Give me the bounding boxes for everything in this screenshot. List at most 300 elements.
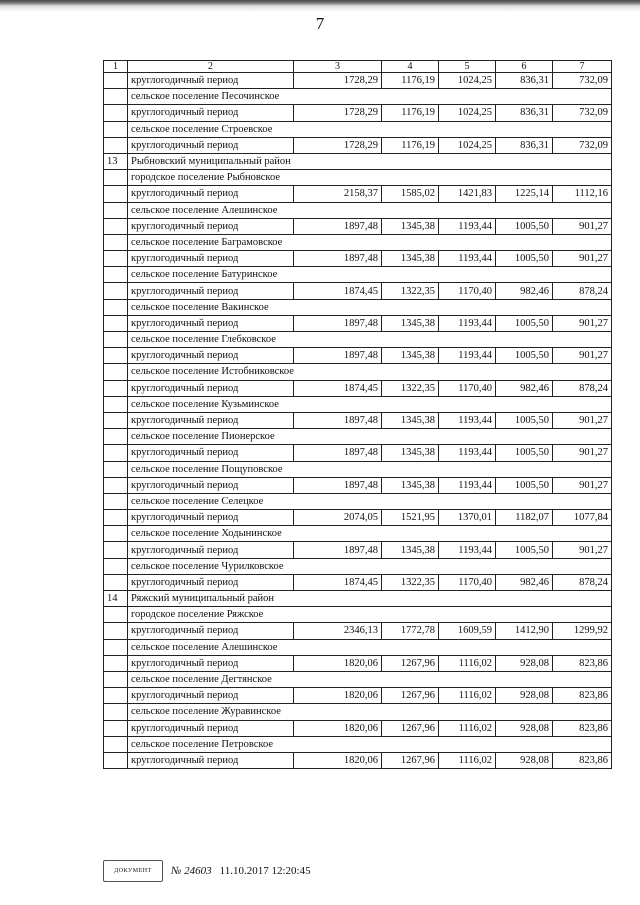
table-row xyxy=(104,105,612,121)
settlement-name: сельское поселение Истобниковское xyxy=(128,364,294,380)
document-footer xyxy=(103,860,311,882)
tariff-value: 1116,02 xyxy=(439,752,496,768)
period-label: круглогодичный период xyxy=(128,574,294,590)
column-header: 2 xyxy=(128,61,294,73)
empty-cell xyxy=(294,364,382,380)
empty-cell xyxy=(439,736,496,752)
table-row xyxy=(104,574,612,590)
tariff-value: 1176,19 xyxy=(382,137,439,153)
row-number xyxy=(104,461,128,477)
tariff-value: 1116,02 xyxy=(439,688,496,704)
empty-cell xyxy=(553,493,612,509)
section-row xyxy=(104,170,612,186)
tariff-value: 1728,29 xyxy=(294,73,382,89)
row-number xyxy=(104,267,128,283)
period-label: круглогодичный период xyxy=(128,688,294,704)
tariff-value: 901,27 xyxy=(553,315,612,331)
section-row xyxy=(104,607,612,623)
row-number: 13 xyxy=(104,153,128,169)
settlement-name: сельское поселение Баграмовское xyxy=(128,234,294,250)
empty-cell xyxy=(294,299,382,315)
tariff-value: 1024,25 xyxy=(439,73,496,89)
empty-cell xyxy=(496,639,553,655)
empty-cell xyxy=(382,704,439,720)
empty-cell xyxy=(553,364,612,380)
tariff-value: 1345,38 xyxy=(382,251,439,267)
tariff-value: 901,27 xyxy=(553,218,612,234)
tariff-value: 1077,84 xyxy=(553,510,612,526)
tariff-value: 1820,06 xyxy=(294,752,382,768)
table-row xyxy=(104,218,612,234)
row-number xyxy=(104,542,128,558)
tariff-value: 1267,96 xyxy=(382,655,439,671)
tariff-value: 1874,45 xyxy=(294,380,382,396)
tariff-value: 1874,45 xyxy=(294,574,382,590)
empty-cell xyxy=(382,526,439,542)
section-row xyxy=(104,704,612,720)
empty-cell xyxy=(294,89,382,105)
tariff-value: 1820,06 xyxy=(294,655,382,671)
period-label: круглогодичный период xyxy=(128,105,294,121)
tariff-value: 1005,50 xyxy=(496,412,553,428)
empty-cell xyxy=(382,461,439,477)
empty-cell xyxy=(496,493,553,509)
table-row xyxy=(104,315,612,331)
empty-cell xyxy=(439,234,496,250)
empty-cell xyxy=(496,736,553,752)
tariff-value: 1772,78 xyxy=(382,623,439,639)
period-label: круглогодичный период xyxy=(128,251,294,267)
empty-cell xyxy=(553,202,612,218)
tariff-value: 1820,06 xyxy=(294,688,382,704)
empty-cell xyxy=(553,89,612,105)
settlement-name: сельское поселение Пионерское xyxy=(128,429,294,445)
tariff-value: 878,24 xyxy=(553,283,612,299)
tariff-value: 1897,48 xyxy=(294,542,382,558)
tariff-value: 1005,50 xyxy=(496,251,553,267)
settlement-name: сельское поселение Петровское xyxy=(128,736,294,752)
section-row xyxy=(104,493,612,509)
empty-cell xyxy=(496,299,553,315)
period-label: круглогодичный период xyxy=(128,73,294,89)
tariff-value: 1005,50 xyxy=(496,348,553,364)
settlement-name: сельское поселение Строевское xyxy=(128,121,294,137)
empty-cell xyxy=(294,267,382,283)
settlement-name: сельское поселение Алешинское xyxy=(128,202,294,218)
document-timestamp: 11.10.2017 12:20:45 xyxy=(219,865,311,877)
settlement-name: сельское поселение Журавинское xyxy=(128,704,294,720)
tariff-value: 1897,48 xyxy=(294,412,382,428)
settlement-name: Рыбновский муниципальный район xyxy=(128,153,294,169)
period-label: круглогодичный период xyxy=(128,137,294,153)
table-row xyxy=(104,251,612,267)
tariff-value: 1176,19 xyxy=(382,105,439,121)
row-number xyxy=(104,89,128,105)
empty-cell xyxy=(496,202,553,218)
section-row xyxy=(104,558,612,574)
row-number xyxy=(104,736,128,752)
document-number: № 24603 xyxy=(171,865,212,877)
empty-cell xyxy=(382,607,439,623)
tariff-value: 901,27 xyxy=(553,542,612,558)
row-number xyxy=(104,574,128,590)
empty-cell xyxy=(553,299,612,315)
tariff-value: 1005,50 xyxy=(496,445,553,461)
tariff-value: 1267,96 xyxy=(382,720,439,736)
empty-cell xyxy=(496,89,553,105)
empty-cell xyxy=(294,461,382,477)
empty-cell xyxy=(439,202,496,218)
section-row xyxy=(104,736,612,752)
empty-cell xyxy=(439,364,496,380)
empty-cell xyxy=(382,89,439,105)
empty-cell xyxy=(553,671,612,687)
tariff-value: 1225,14 xyxy=(496,186,553,202)
empty-cell xyxy=(294,429,382,445)
settlement-name: сельское поселение Ходынинское xyxy=(128,526,294,542)
empty-cell xyxy=(553,234,612,250)
tariff-value: 928,08 xyxy=(496,688,553,704)
empty-cell xyxy=(496,591,553,607)
empty-cell xyxy=(496,461,553,477)
scan-top-edge xyxy=(0,0,640,12)
tariff-value: 732,09 xyxy=(553,105,612,121)
tariff-value: 901,27 xyxy=(553,445,612,461)
tariff-value: 1521,95 xyxy=(382,510,439,526)
column-header: 4 xyxy=(382,61,439,73)
row-number xyxy=(104,186,128,202)
row-number xyxy=(104,73,128,89)
section-row xyxy=(104,526,612,542)
tariff-value: 1170,40 xyxy=(439,574,496,590)
tariff-value: 1421,83 xyxy=(439,186,496,202)
section-row xyxy=(104,202,612,218)
empty-cell xyxy=(439,429,496,445)
tariff-value: 823,86 xyxy=(553,720,612,736)
empty-cell xyxy=(294,234,382,250)
row-number xyxy=(104,752,128,768)
empty-cell xyxy=(496,170,553,186)
tariff-value: 1193,44 xyxy=(439,251,496,267)
settlement-name: сельское поселение Чурилковское xyxy=(128,558,294,574)
empty-cell xyxy=(382,364,439,380)
empty-cell xyxy=(553,332,612,348)
empty-cell xyxy=(439,607,496,623)
tariff-value: 878,24 xyxy=(553,380,612,396)
row-number xyxy=(104,299,128,315)
row-number xyxy=(104,332,128,348)
table-row xyxy=(104,720,612,736)
header-row xyxy=(104,61,612,73)
tariff-value: 1609,59 xyxy=(439,623,496,639)
period-label: круглогодичный период xyxy=(128,218,294,234)
settlement-name: Ряжский муниципальный район xyxy=(128,591,294,607)
tariff-value: 1116,02 xyxy=(439,655,496,671)
tariff-value: 928,08 xyxy=(496,720,553,736)
table-row xyxy=(104,445,612,461)
tariff-value: 1267,96 xyxy=(382,688,439,704)
section-row xyxy=(104,639,612,655)
tariff-value: 1820,06 xyxy=(294,720,382,736)
section-row xyxy=(104,153,612,169)
section-row xyxy=(104,121,612,137)
settlement-name: сельское поселение Кузьминское xyxy=(128,396,294,412)
section-row xyxy=(104,591,612,607)
empty-cell xyxy=(439,396,496,412)
empty-cell xyxy=(382,121,439,137)
empty-cell xyxy=(496,526,553,542)
row-number xyxy=(104,558,128,574)
settlement-name: сельское поселение Вакинское xyxy=(128,299,294,315)
table-row xyxy=(104,186,612,202)
tariff-value: 1345,38 xyxy=(382,412,439,428)
tariff-value: 1193,44 xyxy=(439,542,496,558)
tariff-value: 982,46 xyxy=(496,574,553,590)
tariff-value: 901,27 xyxy=(553,412,612,428)
tariff-value: 1005,50 xyxy=(496,542,553,558)
empty-cell xyxy=(294,493,382,509)
empty-cell xyxy=(553,267,612,283)
period-label: круглогодичный период xyxy=(128,752,294,768)
column-header: 5 xyxy=(439,61,496,73)
tariff-value: 1345,38 xyxy=(382,218,439,234)
empty-cell xyxy=(294,396,382,412)
period-label: круглогодичный период xyxy=(128,348,294,364)
empty-cell xyxy=(439,671,496,687)
tariff-value: 1370,01 xyxy=(439,510,496,526)
table-row xyxy=(104,412,612,428)
empty-cell xyxy=(496,607,553,623)
row-number xyxy=(104,251,128,267)
table-row xyxy=(104,623,612,639)
period-label: круглогодичный период xyxy=(128,542,294,558)
empty-cell xyxy=(439,493,496,509)
tariff-value: 823,86 xyxy=(553,752,612,768)
empty-cell xyxy=(496,671,553,687)
row-number xyxy=(104,639,128,655)
tariff-value: 1182,07 xyxy=(496,510,553,526)
period-label: круглогодичный период xyxy=(128,655,294,671)
empty-cell xyxy=(382,267,439,283)
empty-cell xyxy=(439,461,496,477)
empty-cell xyxy=(439,153,496,169)
row-number xyxy=(104,510,128,526)
tariff-value: 1322,35 xyxy=(382,283,439,299)
registry-stamp-logo xyxy=(103,860,163,882)
tariff-value: 878,24 xyxy=(553,574,612,590)
empty-cell xyxy=(496,558,553,574)
tariff-value: 836,31 xyxy=(496,105,553,121)
tariff-value: 1897,48 xyxy=(294,348,382,364)
tariff-value: 823,86 xyxy=(553,688,612,704)
empty-cell xyxy=(294,153,382,169)
settlement-name: сельское поселение Селецкое xyxy=(128,493,294,509)
empty-cell xyxy=(496,364,553,380)
row-number xyxy=(104,234,128,250)
tariff-value: 982,46 xyxy=(496,380,553,396)
table-row xyxy=(104,688,612,704)
row-number xyxy=(104,315,128,331)
tariff-value: 1005,50 xyxy=(496,477,553,493)
table-row xyxy=(104,510,612,526)
tariff-value: 1193,44 xyxy=(439,412,496,428)
empty-cell xyxy=(294,639,382,655)
empty-cell xyxy=(439,332,496,348)
empty-cell xyxy=(496,429,553,445)
empty-cell xyxy=(496,234,553,250)
table-row xyxy=(104,73,612,89)
row-number xyxy=(104,396,128,412)
row-number xyxy=(104,477,128,493)
row-number xyxy=(104,412,128,428)
section-row xyxy=(104,461,612,477)
table-row xyxy=(104,655,612,671)
row-number xyxy=(104,493,128,509)
empty-cell xyxy=(553,607,612,623)
tariff-value: 2346,13 xyxy=(294,623,382,639)
empty-cell xyxy=(439,121,496,137)
period-label: круглогодичный период xyxy=(128,623,294,639)
table-row xyxy=(104,380,612,396)
empty-cell xyxy=(553,558,612,574)
row-number xyxy=(104,121,128,137)
tariff-value: 1322,35 xyxy=(382,574,439,590)
empty-cell xyxy=(294,558,382,574)
tariff-value: 1024,25 xyxy=(439,105,496,121)
tariff-value: 1299,92 xyxy=(553,623,612,639)
empty-cell xyxy=(294,607,382,623)
section-row xyxy=(104,332,612,348)
empty-cell xyxy=(553,170,612,186)
empty-cell xyxy=(439,89,496,105)
empty-cell xyxy=(382,170,439,186)
column-header: 6 xyxy=(496,61,553,73)
empty-cell xyxy=(294,202,382,218)
period-label: круглогодичный период xyxy=(128,380,294,396)
tariff-value: 732,09 xyxy=(553,73,612,89)
tariff-value: 1193,44 xyxy=(439,315,496,331)
empty-cell xyxy=(553,396,612,412)
row-number xyxy=(104,218,128,234)
column-header: 1 xyxy=(104,61,128,73)
empty-cell xyxy=(553,429,612,445)
row-number xyxy=(104,704,128,720)
tariff-value: 1728,29 xyxy=(294,137,382,153)
tariff-value: 836,31 xyxy=(496,137,553,153)
empty-cell xyxy=(294,170,382,186)
empty-cell xyxy=(496,704,553,720)
empty-cell xyxy=(382,202,439,218)
row-number xyxy=(104,623,128,639)
empty-cell xyxy=(382,639,439,655)
row-number xyxy=(104,137,128,153)
tariff-value: 1322,35 xyxy=(382,380,439,396)
section-row xyxy=(104,429,612,445)
empty-cell xyxy=(382,396,439,412)
period-label: круглогодичный период xyxy=(128,720,294,736)
empty-cell xyxy=(553,704,612,720)
empty-cell xyxy=(294,591,382,607)
empty-cell xyxy=(553,461,612,477)
row-number xyxy=(104,380,128,396)
empty-cell xyxy=(382,332,439,348)
tariff-value: 1024,25 xyxy=(439,137,496,153)
tariff-value: 901,27 xyxy=(553,477,612,493)
period-label: круглогодичный период xyxy=(128,477,294,493)
tariff-value: 1897,48 xyxy=(294,445,382,461)
table-row xyxy=(104,348,612,364)
period-label: круглогодичный период xyxy=(128,510,294,526)
empty-cell xyxy=(294,736,382,752)
empty-cell xyxy=(553,736,612,752)
empty-cell xyxy=(496,267,553,283)
settlement-name: сельское поселение Пощуповское xyxy=(128,461,294,477)
settlement-name: сельское поселение Дегтянское xyxy=(128,671,294,687)
tariff-value: 1897,48 xyxy=(294,477,382,493)
section-row xyxy=(104,396,612,412)
tariff-value: 1897,48 xyxy=(294,315,382,331)
empty-cell xyxy=(439,591,496,607)
empty-cell xyxy=(496,396,553,412)
settlement-name: городское поселение Рыбновское xyxy=(128,170,294,186)
tariff-value: 1897,48 xyxy=(294,251,382,267)
row-number xyxy=(104,607,128,623)
tariff-value: 836,31 xyxy=(496,73,553,89)
row-number xyxy=(104,655,128,671)
empty-cell xyxy=(553,591,612,607)
period-label: круглогодичный период xyxy=(128,445,294,461)
tariff-value: 1193,44 xyxy=(439,445,496,461)
tariff-value: 1585,02 xyxy=(382,186,439,202)
empty-cell xyxy=(294,704,382,720)
empty-cell xyxy=(382,234,439,250)
empty-cell xyxy=(439,299,496,315)
row-number xyxy=(104,526,128,542)
settlement-name: сельское поселение Глебковское xyxy=(128,332,294,348)
section-row xyxy=(104,671,612,687)
tariff-value: 1728,29 xyxy=(294,105,382,121)
section-row xyxy=(104,89,612,105)
empty-cell xyxy=(439,170,496,186)
empty-cell xyxy=(382,299,439,315)
tariff-value: 1345,38 xyxy=(382,542,439,558)
empty-cell xyxy=(382,558,439,574)
tariff-value: 982,46 xyxy=(496,283,553,299)
table-row xyxy=(104,752,612,768)
empty-cell xyxy=(382,736,439,752)
tariff-value: 1193,44 xyxy=(439,218,496,234)
empty-cell xyxy=(439,639,496,655)
tariff-value: 901,27 xyxy=(553,251,612,267)
empty-cell xyxy=(294,121,382,137)
row-number xyxy=(104,364,128,380)
tariff-value: 1345,38 xyxy=(382,348,439,364)
tariff-value: 901,27 xyxy=(553,348,612,364)
tariff-value: 1412,90 xyxy=(496,623,553,639)
empty-cell xyxy=(553,153,612,169)
tariff-value: 1170,40 xyxy=(439,380,496,396)
settlement-name: городское поселение Ряжское xyxy=(128,607,294,623)
empty-cell xyxy=(294,332,382,348)
section-row xyxy=(104,299,612,315)
row-number xyxy=(104,445,128,461)
section-row xyxy=(104,364,612,380)
row-number: 14 xyxy=(104,591,128,607)
row-number xyxy=(104,283,128,299)
empty-cell xyxy=(382,153,439,169)
row-number xyxy=(104,202,128,218)
tariff-value: 1345,38 xyxy=(382,477,439,493)
